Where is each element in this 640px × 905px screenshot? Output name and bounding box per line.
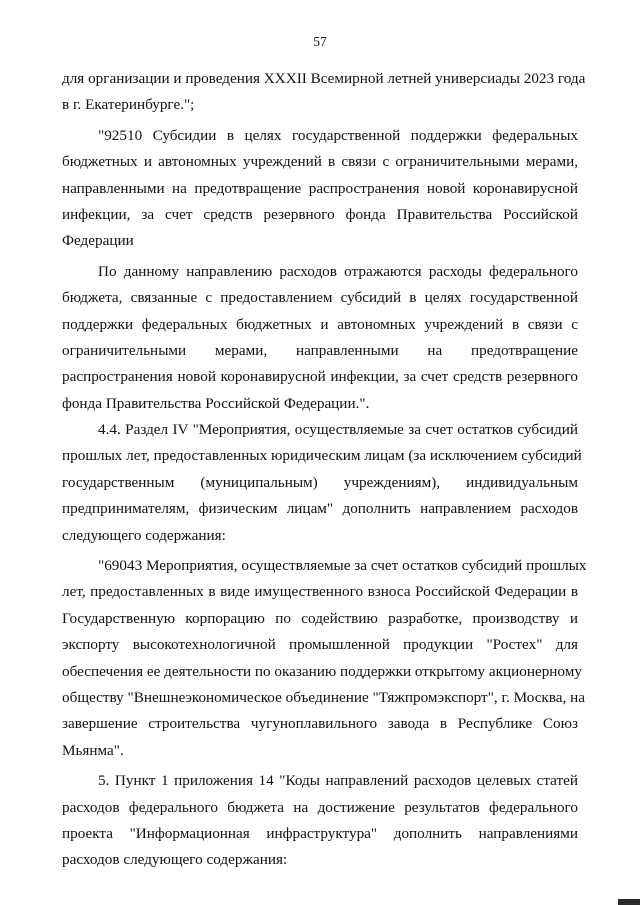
text-line: инфекции, за счет средств резервного фонда Правительства Российской [62,205,578,223]
paragraph [62,123,578,255]
text-line: обществу "Внешнеэкономическое объединение "Тяжпромэкспорт", г. Москва, на [62,688,585,706]
text-line: прошлых лет, предоставленных юридическим лицам (за исключением субсидий [62,447,582,465]
text-line: Государственную корпорацию по содействию разработке, производству и [62,609,578,627]
document-body [62,66,587,874]
text-line: лет, предоставленных в виде имущественного взноса Российской Федерации в [62,583,578,601]
paragraph [62,66,586,119]
text-line: ограничительными мерами, направленными на предотвращение [62,341,578,359]
text-line: фонда Правительства Российской Федерации.". [62,394,370,412]
text-line: "92510 Субсидии в целях государственной поддержки федеральных [98,126,578,144]
text-line: завершение строительства чугуноплавильного завода в Республике Союз [62,715,578,733]
text-line: Федерации [62,232,134,250]
text-line: обеспечения ее деятельности по оказанию поддержки открытому акционерному [62,662,582,680]
paragraph [62,417,582,549]
text-line: расходов федерального бюджета на достижение результатов федерального [62,798,578,816]
text-line: 4.4. Раздел IV "Мероприятия, осуществляемые за счет остатков субсидий [98,421,578,439]
text-line: бюджетных и автономных учреждений в связи с ограничительными мерами, [62,153,578,171]
text-line: проекта "Информационная инфраструктура" дополнить направлениями [62,824,578,842]
scan-edge-mark [618,899,640,905]
text-line: поддержки федеральных бюджетных и автономных учреждений в связи с [62,315,578,333]
paragraph [62,553,587,764]
page-number: 57 [313,34,327,49]
text-line: направленными на предотвращение распространения новой коронавирусной [62,179,578,197]
text-line: Мьянма". [62,741,124,759]
text-line: 5. Пункт 1 приложения 14 "Коды направлений расходов целевых статей [98,772,578,790]
text-line: "69043 Мероприятия, осуществляемые за счет остатков субсидий прошлых [98,557,587,575]
text-line: По данному направлению расходов отражаются расходы федерального [98,262,578,280]
text-line: экспорту высокотехнологичной промышленной продукции "Ростех" для [62,636,578,654]
paragraph [62,259,578,417]
text-line: предпринимателям, физическим лицам" дополнить направлением расходов [62,500,578,518]
paragraph [62,768,578,874]
text-line: государственным (муниципальным) учреждениям), индивидуальным [62,473,578,491]
text-line: для организации и проведения XXXII Всемирной летней универсиады 2023 года [62,70,586,87]
text-line: следующего содержания: [62,526,226,544]
text-line: бюджета, связанные с предоставлением субсидий в целях государственной [62,289,578,307]
text-line: в г. Екатеринбурге."; [62,96,195,114]
text-line: расходов следующего содержания: [62,851,288,869]
text-line: распространения новой коронавирусной инфекции, за счет средств резервного [62,368,578,386]
